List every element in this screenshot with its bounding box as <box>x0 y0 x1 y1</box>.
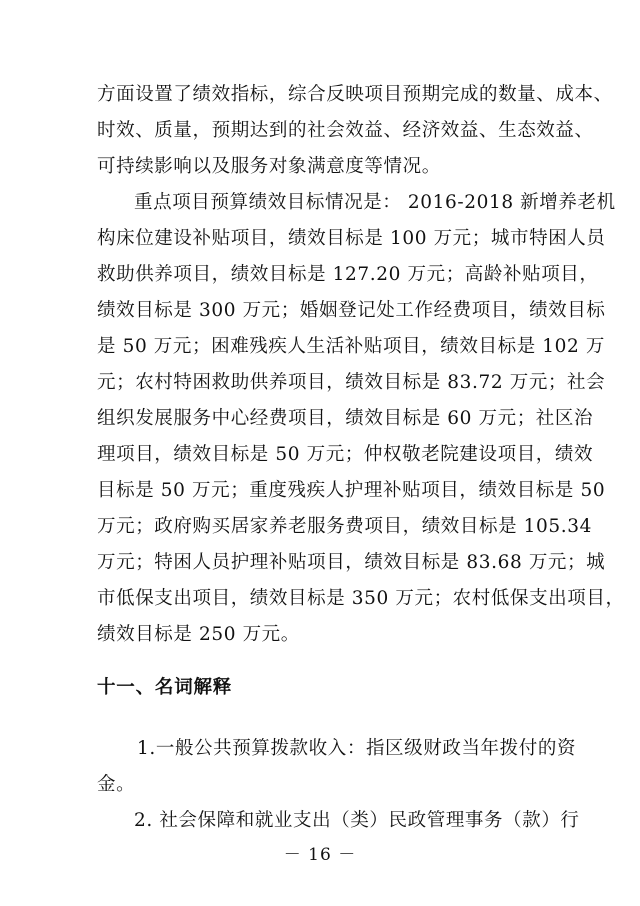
text-line: 1.一般公共预算拨款收入：指区级财政当年拨付的资 <box>137 738 577 759</box>
section-heading: 十一、名词解释 <box>97 677 233 698</box>
page-number: － 16 － <box>283 845 357 865</box>
text-line: 绩效目标是 300 万元；婚姻登记处工作经费项目，绩效目标 <box>97 300 606 321</box>
text-line: 方面设置了绩效指标，综合反映项目预期完成的数量、成本、 <box>97 84 613 105</box>
text-line: 绩效目标是 250 万元。 <box>97 624 300 645</box>
text-line: 2. 社会保障和就业支出（类）民政管理事务（款）行 <box>134 810 580 831</box>
text-line: 救助供养项目，绩效目标是 127.20 万元；高龄补贴项目， <box>97 264 599 285</box>
text-line: 组织发展服务中心经费项目，绩效目标是 60 万元；社区治 <box>97 408 594 429</box>
text-line: 市低保支出项目，绩效目标是 350 万元；农村低保支出项目， <box>97 588 625 609</box>
text-line: 构床位建设补贴项目，绩效目标是 100 万元；城市特困人员 <box>97 228 606 249</box>
text-line: 元；农村特困救助供养项目，绩效目标是 83.72 万元；社会 <box>97 372 606 393</box>
text-line: 时效、质量，预期达到的社会效益、经济效益、生态效益、 <box>97 120 594 141</box>
text-line: 目标是 50 万元；重度残疾人护理补贴项目，绩效目标是 50 <box>97 480 606 501</box>
text-line: 可持续影响以及服务对象满意度等情况。 <box>97 156 441 177</box>
text-line: 万元；特困人员护理补贴项目，绩效目标是 83.68 万元；城 <box>97 552 606 573</box>
text-line: 万元；政府购买居家养老服务费项目，绩效目标是 105.34 <box>97 516 593 537</box>
text-line: 重点项目预算绩效目标情况是： 2016-2018 新增养老机 <box>134 192 616 213</box>
text-line: 是 50 万元；困难残疾人生活补贴项目，绩效目标是 102 万 <box>97 336 605 357</box>
text-line: 金。 <box>97 774 136 795</box>
text-line: 理项目，绩效目标是 50 万元；仲权敬老院建设项目，绩效 <box>97 444 594 465</box>
